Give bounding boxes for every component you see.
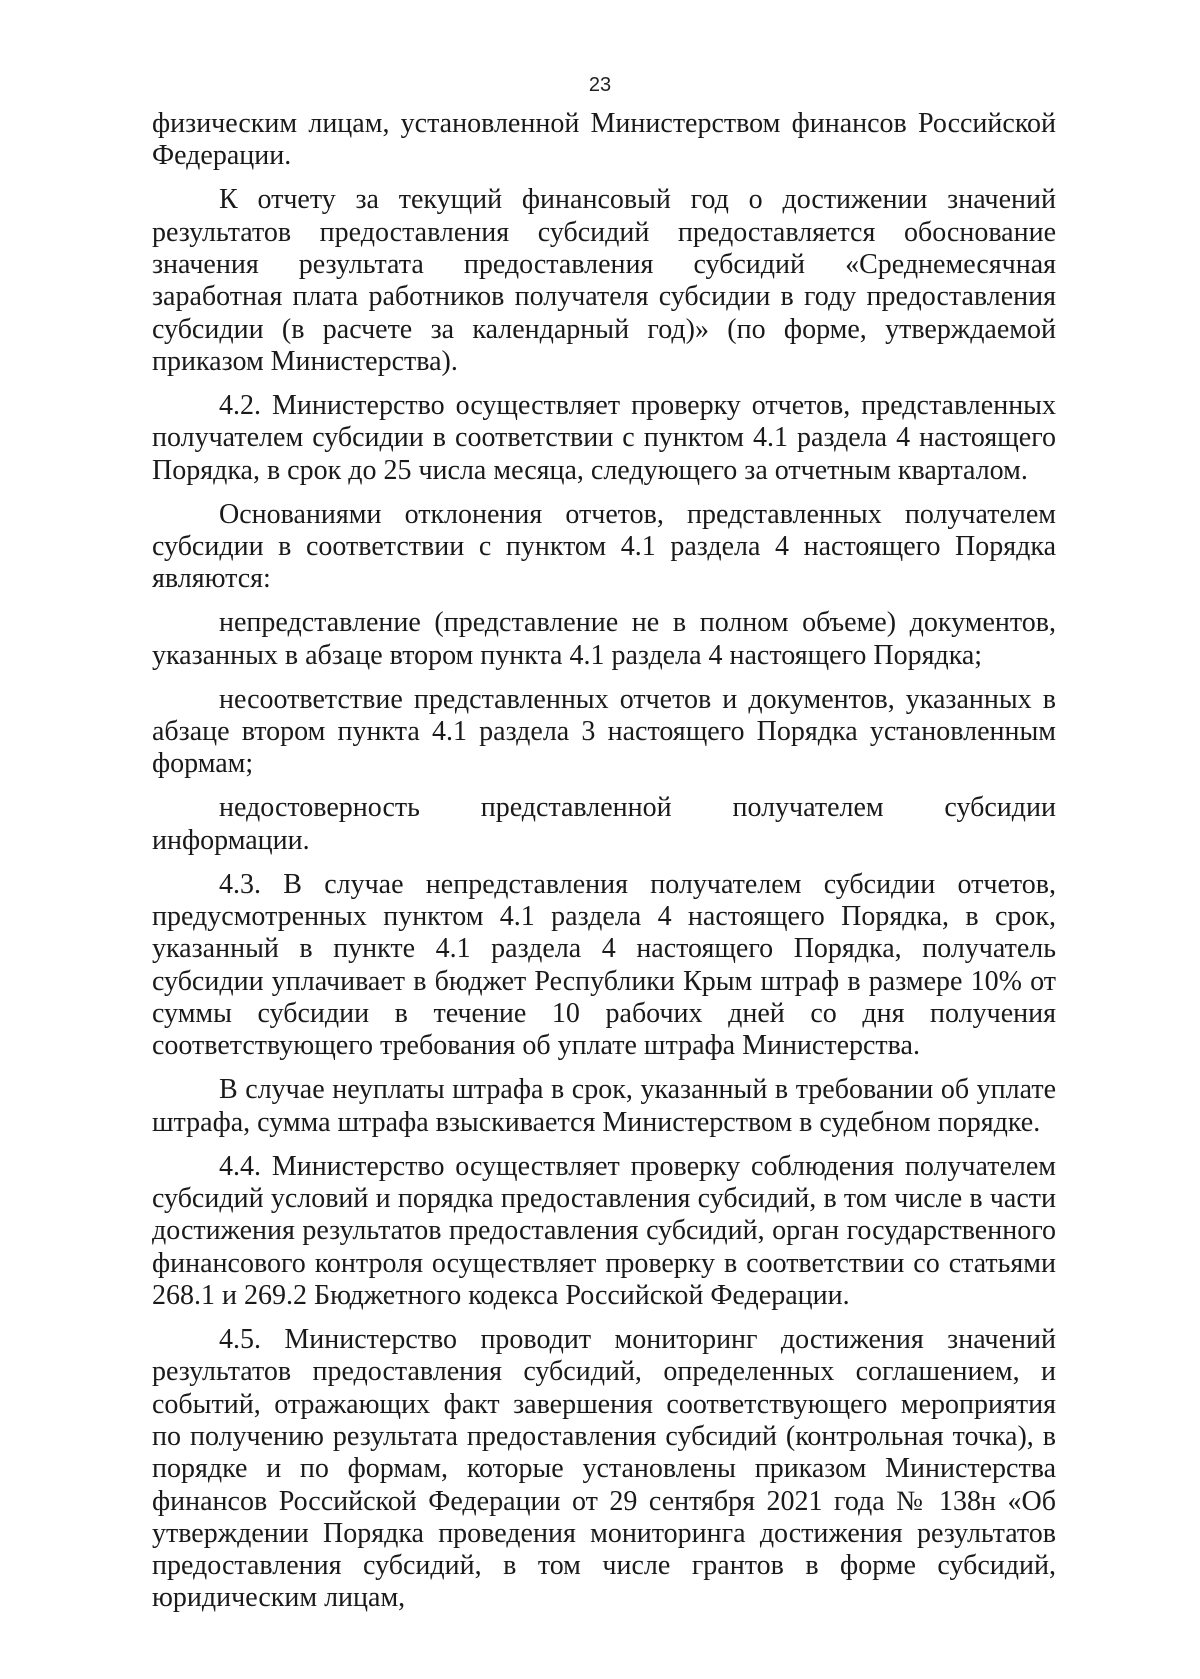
paragraph-4-2: 4.2. Министерство осуществляет проверку отчетов, представленных получателем субсидии в соответствии с пунктом 4.1 раздела 4 настоящего Порядка, в срок до 25 числа месяца, следующего за отчетным кварталом. <box>152 389 1056 486</box>
paragraph-4-5: 4.5. Министерство проводит мониторинг достижения значений результатов предоставления субсидий, определенных соглашением, и событий, отражающих факт завершения соответствующего мероприятия по получению результата предоставления субсидий (контрольная точка), в порядке и по формам, которые установлены приказом Министерства финансов Российской Федерации от 29 сентября 2021 года № 138н «Об утверждении Порядка проведения мониторинга достижения результатов предоставления субсидий, в том числе грантов в форме субсидий, юридическим лицам, <box>152 1324 1056 1614</box>
paragraph-rejection-grounds: Основаниями отклонения отчетов, представленных получателем субсидии в соответствии с пунктом 4.1 раздела 4 настоящего Порядка являются: <box>152 498 1056 595</box>
page-number: 23 <box>588 74 612 96</box>
paragraph-continuation: физическим лицам, установленной Министерством финансов Российской Федерации. <box>152 108 1056 172</box>
paragraph-ground-non-conformity: несоответствие представленных отчетов и документов, указанных в абзаце втором пункта 4.1 раздела 3 настоящего Порядка установленным формам; <box>152 683 1056 780</box>
paragraph-4-4: 4.4. Министерство осуществляет проверку соблюдения получателем субсидий условий и порядка предоставления субсидий, в том числе в части достижения результатов предоставления субсидий, орган государственного финансового контроля осуществляет проверку в соответствии со статьями 268.1 и 269.2 Бюджетного кодекса Российской Федерации. <box>152 1150 1056 1311</box>
paragraph-ground-unreliability: недостоверность представленной получателем субсидии информации. <box>152 792 1056 856</box>
paragraph-ground-non-submission: непредставление (представление не в полном объеме) документов, указанных в абзаце втором пункта 4.1 раздела 4 настоящего Порядка; <box>152 607 1056 671</box>
paragraph-fine-non-payment: В случае неуплаты штрафа в срок, указанный в требовании об уплате штрафа, сумма штрафа взыскивается Министерством в судебном порядке. <box>152 1074 1056 1138</box>
paragraph-report-justification: К отчету за текущий финансовый год о достижении значений результатов предоставления субсидий предоставляется обоснование значения результата предоставления субсидий «Среднемесячная заработная плата работников получателя субсидии в году предоставления субсидии (в расчете за календарный год)» (по форме, утверждаемой приказом Министерства). <box>152 184 1056 377</box>
document-body <box>152 108 1056 1615</box>
paragraph-4-3: 4.3. В случае непредставления получателем субсидии отчетов, предусмотренных пунктом 4.1 раздела 4 настоящего Порядка, в срок, указанный в пункте 4.1 раздела 4 настоящего Порядка, получатель субсидии уплачивает в бюджет Республики Крым штраф в размере 10% от суммы субсидии в течение 10 рабочих дней со дня получения соответствующего требования об уплате штрафа Министерства. <box>152 868 1056 1062</box>
